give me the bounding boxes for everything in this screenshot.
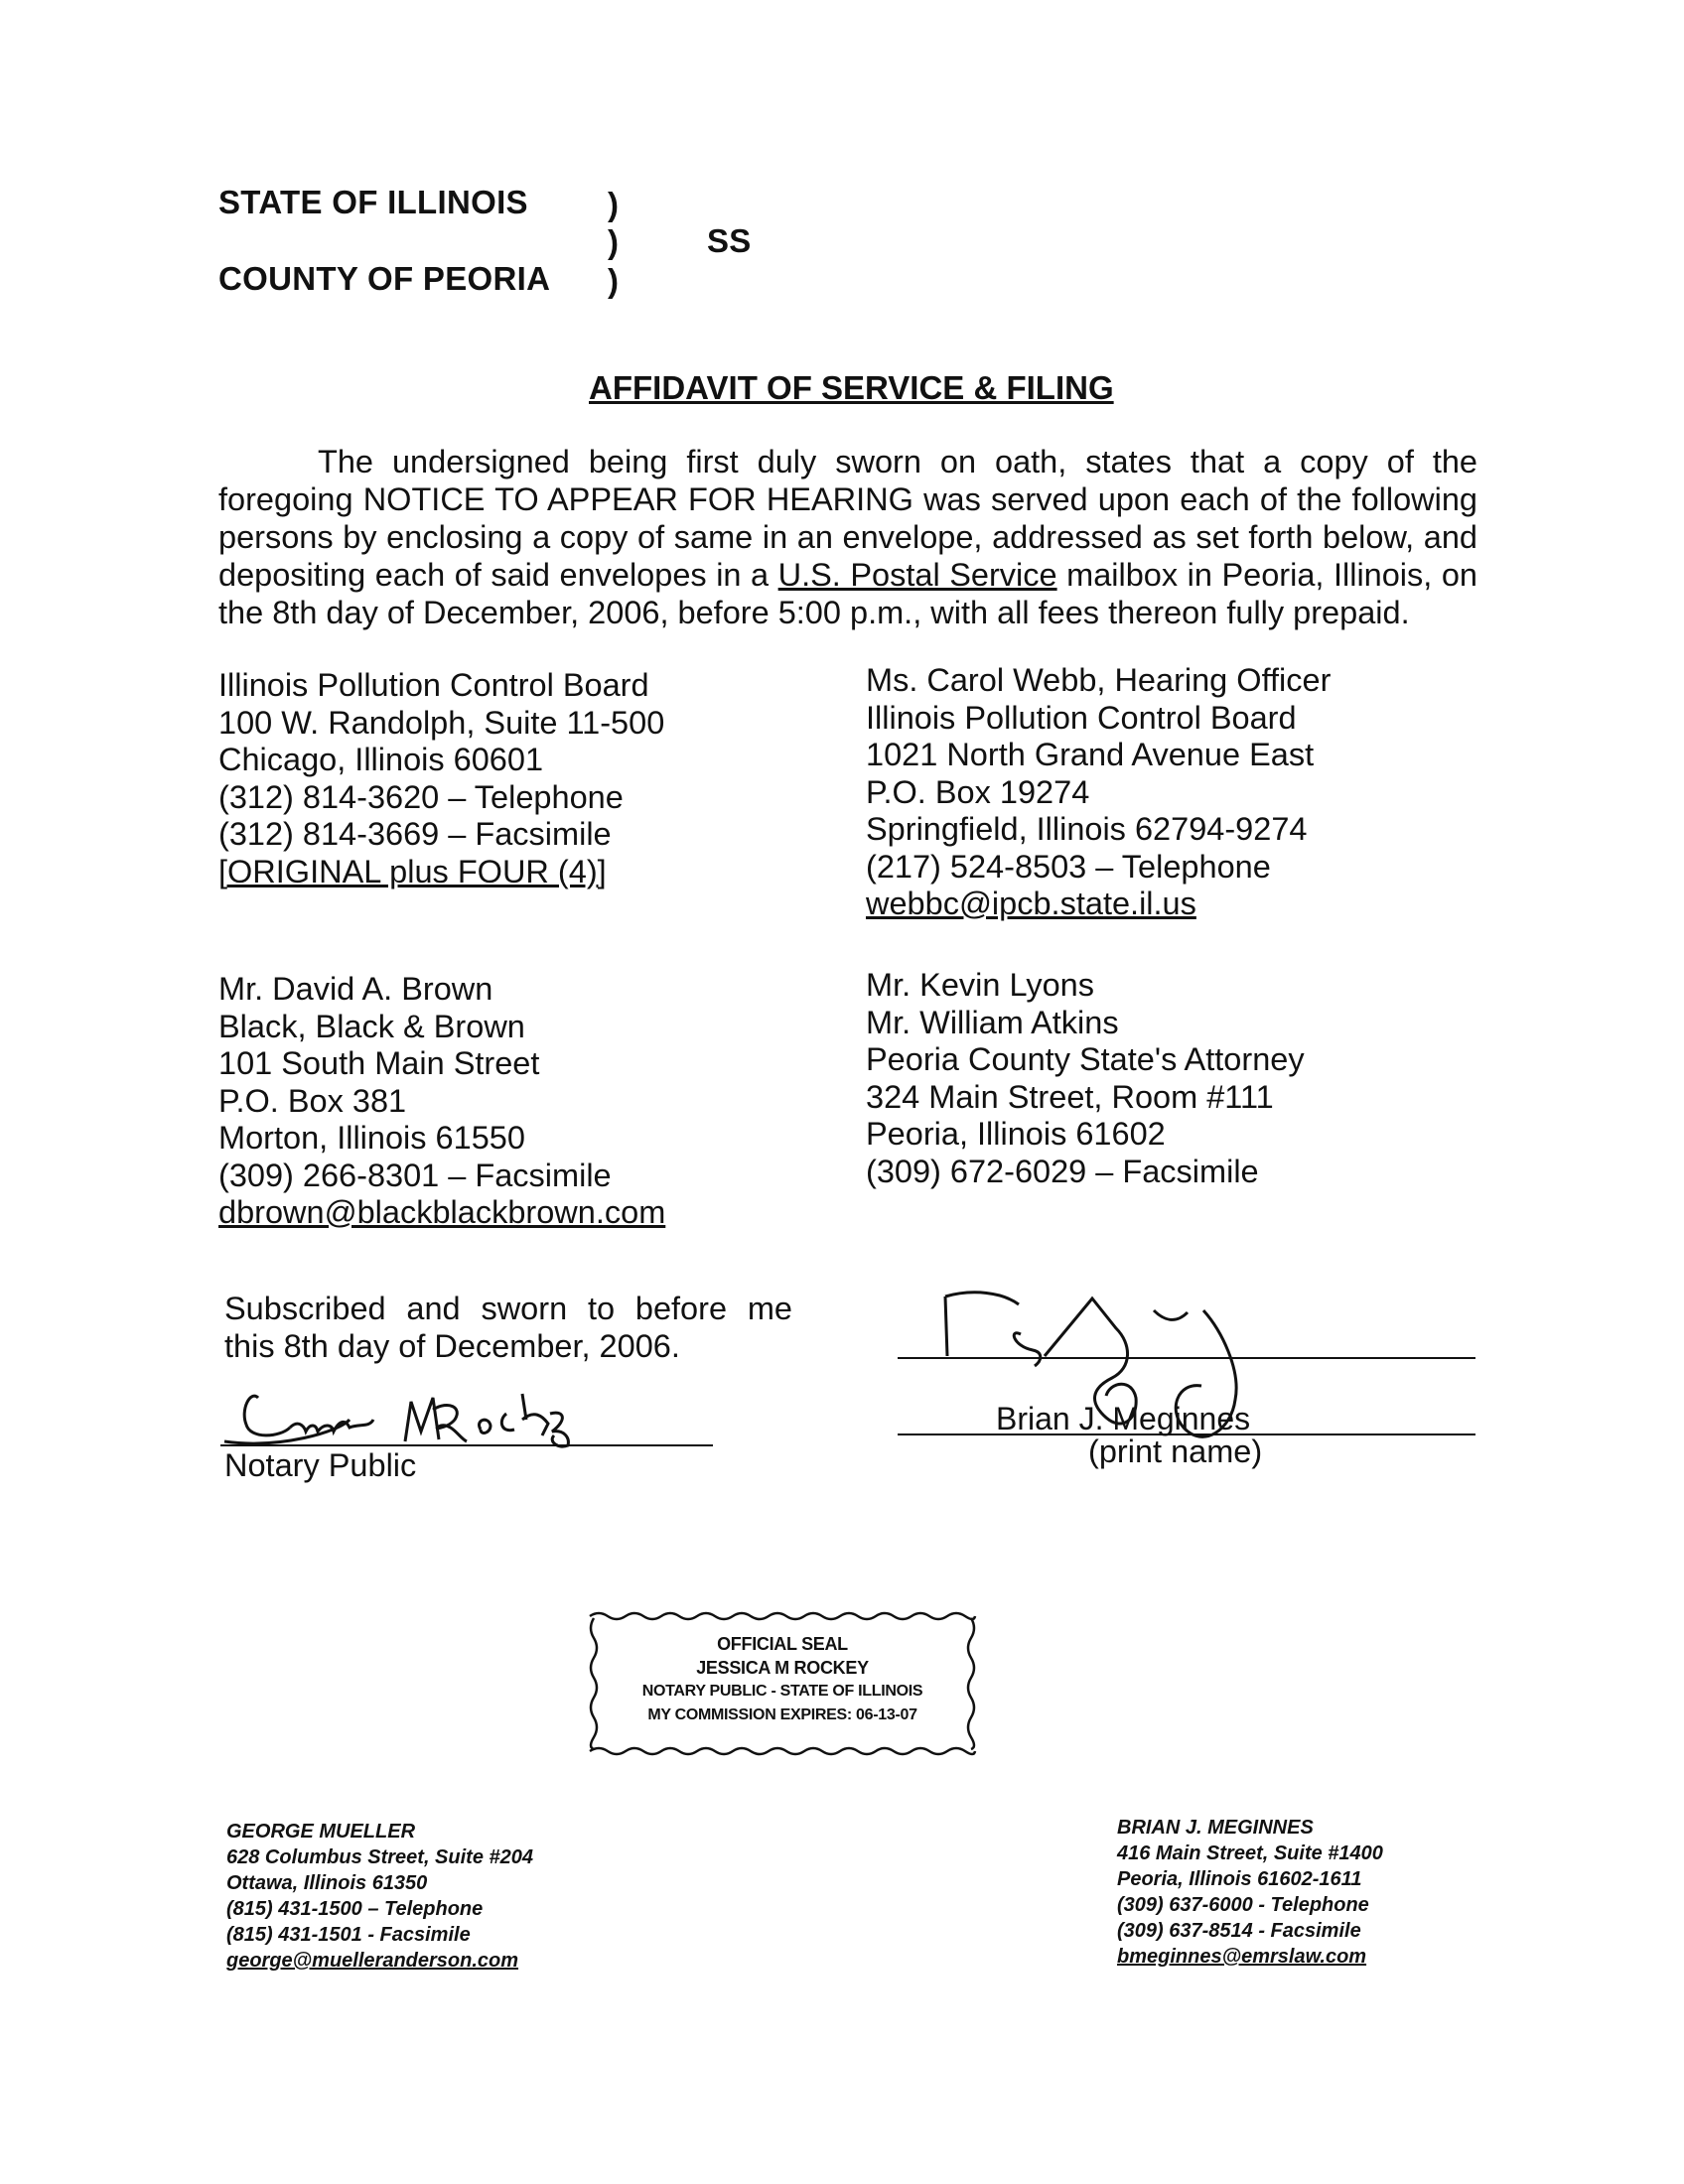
address-line: Black, Black & Brown bbox=[218, 1008, 525, 1044]
paragraph-text-2: mailbox in Peoria, Illinois, on the 8th day of December, 2006, before 5:00 p.m., with all fees thereon fully prepaid. bbox=[218, 557, 1477, 630]
address-line: Peoria County State's Attorney bbox=[866, 1041, 1305, 1077]
attorney-line: 628 Columbus Street, Suite #204 bbox=[226, 1846, 534, 1868]
attorney-line: 416 Main Street, Suite #1400 bbox=[1117, 1843, 1383, 1864]
attorney-name: BRIAN J. MEGINNES bbox=[1117, 1817, 1314, 1839]
seal-title: OFFICIAL SEAL bbox=[717, 1634, 848, 1654]
signature-line bbox=[898, 1357, 1475, 1359]
state-caption: STATE OF ILLINOIS bbox=[218, 184, 528, 220]
address-line: (312) 814-3620 – Telephone bbox=[218, 778, 624, 815]
attorney-line: (815) 431-1500 – Telephone bbox=[226, 1898, 484, 1920]
attorney-line: Ottawa, Illinois 61350 bbox=[226, 1872, 428, 1894]
signer-name: Brian J. Meginnes bbox=[996, 1401, 1251, 1436]
meginnes-email-link[interactable]: bmeginnes@emrslaw.com bbox=[1117, 1946, 1367, 1968]
caption-paren-3: ) bbox=[608, 262, 619, 299]
address-line: P.O. Box 381 bbox=[218, 1082, 407, 1119]
address-line: P.O. Box 19274 bbox=[866, 773, 1090, 810]
footer-right-attorney bbox=[1117, 1815, 1383, 1970]
subscribed-line-1: Subscribed and sworn to before me bbox=[224, 1291, 792, 1326]
address-line: 1021 North Grand Avenue East bbox=[866, 737, 1315, 772]
caption-paren-1: ) bbox=[608, 186, 619, 222]
address-line: Peoria, Illinois 61602 bbox=[866, 1116, 1166, 1152]
seal-notary-name: JESSICA M ROCKEY bbox=[696, 1658, 869, 1678]
attorney-line: (309) 637-8514 - Facsimile bbox=[1117, 1920, 1361, 1942]
attorney-line: (309) 637-6000 - Telephone bbox=[1117, 1894, 1369, 1916]
address-line: Ms. Carol Webb, Hearing Officer bbox=[866, 662, 1332, 698]
affidavit-paragraph bbox=[218, 443, 1477, 631]
notary-public-label: Notary Public bbox=[224, 1447, 417, 1483]
original-copies-note: [ORIGINAL plus FOUR (4)] bbox=[218, 853, 607, 889]
print-name-label: (print name) bbox=[1088, 1433, 1263, 1469]
attorney-line: (815) 431-1501 - Facsimile bbox=[226, 1924, 471, 1946]
mueller-email-link[interactable]: george@muelleranderson.com bbox=[226, 1950, 519, 1972]
address-line: Springfield, Illinois 62794-9274 bbox=[866, 811, 1308, 847]
address-line: Mr. Kevin Lyons bbox=[866, 967, 1095, 1003]
address-line: (312) 814-3669 – Facsimile bbox=[218, 816, 612, 852]
webb-email-link[interactable]: webbc@ipcb.state.il.us bbox=[866, 886, 1196, 921]
seal-text bbox=[586, 1632, 979, 1727]
address-line: Mr. William Atkins bbox=[866, 1004, 1119, 1040]
footer-left-attorney bbox=[226, 1819, 533, 1974]
address-line: Illinois Pollution Control Board bbox=[218, 667, 649, 703]
subscribed-line-2: this 8th day of December, 2006. bbox=[224, 1327, 680, 1364]
document-title: AFFIDAVIT OF SERVICE & FILING bbox=[589, 369, 1114, 406]
brown-email-link[interactable]: dbrown@blackblackbrown.com bbox=[218, 1194, 666, 1230]
address-top-right bbox=[866, 662, 1331, 923]
address-bottom-right bbox=[866, 967, 1305, 1190]
ss-label: SS bbox=[707, 222, 752, 259]
attorney-name: GEORGE MUELLER bbox=[226, 1821, 416, 1843]
address-top-left bbox=[218, 667, 664, 890]
address-line: (309) 672-6029 – Facsimile bbox=[866, 1153, 1259, 1189]
address-line: (217) 524-8503 – Telephone bbox=[866, 848, 1271, 885]
address-bottom-left bbox=[218, 971, 665, 1232]
address-line: (309) 266-8301 – Facsimile bbox=[218, 1157, 612, 1193]
address-line: Chicago, Illinois 60601 bbox=[218, 742, 544, 777]
caption-paren-2: ) bbox=[608, 223, 619, 260]
address-line: Morton, Illinois 61550 bbox=[218, 1120, 525, 1156]
notary-signature-line bbox=[220, 1444, 713, 1446]
address-line: 324 Main Street, Room #111 bbox=[866, 1078, 1274, 1115]
attorney-line: Peoria, Illinois 61602-1611 bbox=[1117, 1868, 1362, 1890]
official-seal-stamp bbox=[586, 1608, 979, 1759]
postal-service-link: U.S. Postal Service bbox=[777, 557, 1057, 593]
county-caption: COUNTY OF PEORIA bbox=[218, 260, 551, 297]
address-line: Illinois Pollution Control Board bbox=[866, 699, 1297, 736]
address-line: Mr. David A. Brown bbox=[218, 971, 493, 1007]
address-line: 101 South Main Street bbox=[218, 1045, 540, 1081]
seal-expiration: MY COMMISSION EXPIRES: 06-13-07 bbox=[647, 1706, 917, 1723]
paragraph-text-1: The undersigned being first duly sworn on oath, states that a copy of the foregoing NOTICE TO APPEAR FOR HEARING was served upon each of the following persons by enclosing a copy of same in an envelope, addressed as set forth below, and depositing each of said envelopes in a bbox=[218, 444, 1477, 593]
seal-state: NOTARY PUBLIC - STATE OF ILLINOIS bbox=[641, 1683, 923, 1700]
address-line: 100 W. Randolph, Suite 11-500 bbox=[218, 704, 665, 741]
subscribed-statement bbox=[224, 1291, 792, 1365]
